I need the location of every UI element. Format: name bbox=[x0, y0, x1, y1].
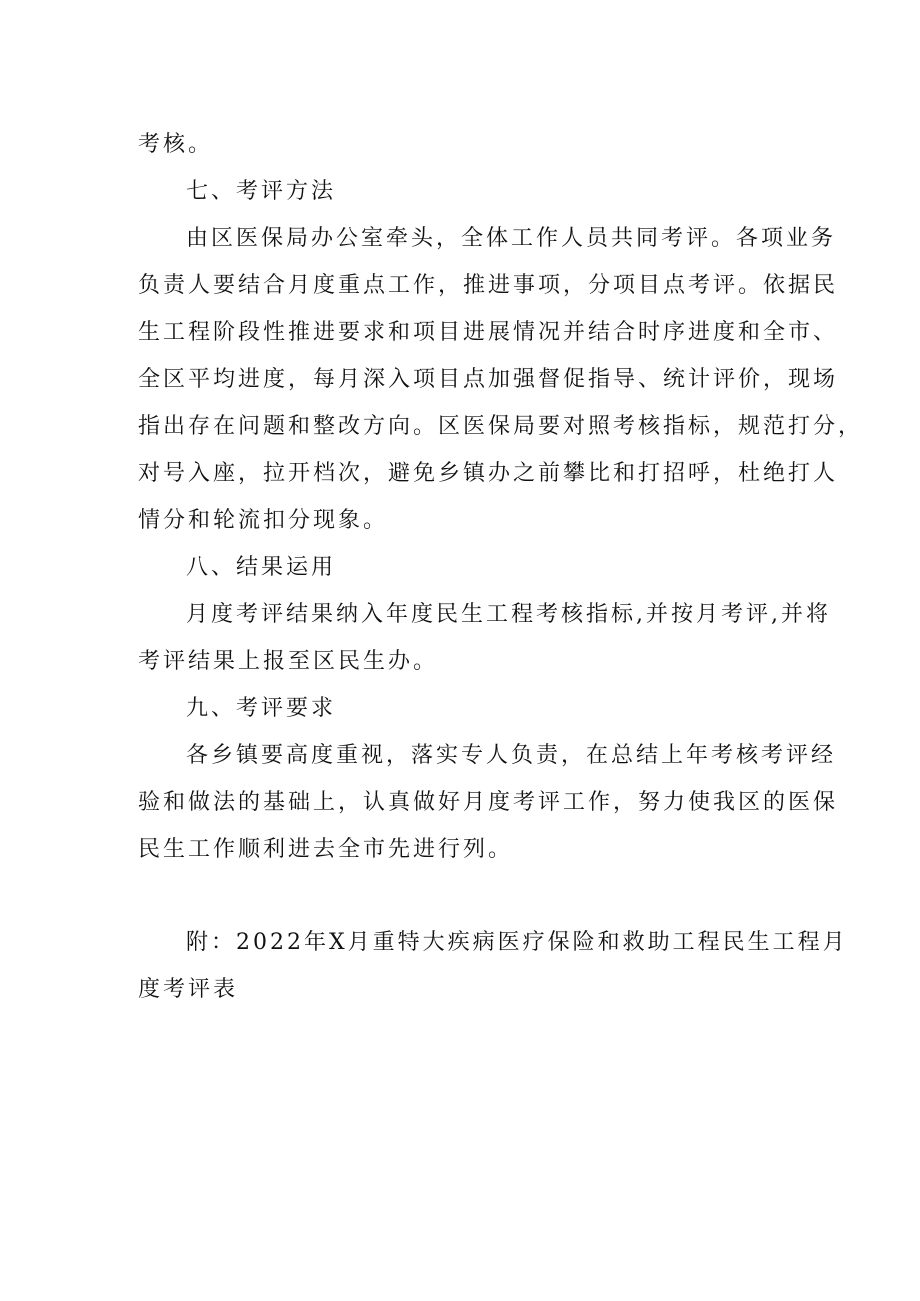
section-7-paragraph-line: 生工程阶段性推进要求和项目进展情况并结合时序进度和全市、 bbox=[138, 320, 839, 345]
section-7-paragraph-line: 对号入座，拉开档次，避免乡镇办之前攀比和打招呼，杜绝打人 bbox=[138, 461, 839, 486]
section-7-paragraph-line: 由区医保局办公室牵头，全体工作人员共同考评。各项业务 bbox=[186, 226, 837, 251]
section-8-heading: 八、结果运用 bbox=[186, 555, 337, 580]
section-7-paragraph-line: 指出存在问题和整改方向。区医保局要对照考核指标，规范打分， bbox=[138, 414, 864, 439]
attachment-line: 附：2022年X月重特大疾病医疗保险和救助工程民生工程月 bbox=[186, 930, 848, 955]
section-6-tail-text: 考核。 bbox=[138, 132, 214, 157]
section-7-paragraph-line: 情分和轮流扣分现象。 bbox=[138, 508, 389, 533]
paragraph-gap bbox=[138, 873, 798, 919]
section-8-paragraph-line: 月度考评结果纳入年度民生工程考核指标,并按月考评,并将 bbox=[186, 602, 831, 627]
section-7-heading: 七、考评方法 bbox=[186, 179, 337, 204]
section-9-paragraph-line: 各乡镇要高度重视，落实专人负责，在总结上年考核考评经 bbox=[186, 743, 837, 768]
section-9-heading: 九、考评要求 bbox=[186, 696, 337, 721]
section-9-paragraph-line: 民生工作顺利进去全市先进行列。 bbox=[138, 837, 514, 862]
section-9-paragraph-line: 验和做法的基础上，认真做好月度考评工作，努力使我区的医保 bbox=[138, 790, 839, 815]
attachment-line: 度考评表 bbox=[138, 977, 239, 1002]
section-7-paragraph-line: 全区平均进度，每月深入项目点加强督促指导、统计评价，现场 bbox=[138, 367, 839, 392]
document-body bbox=[138, 121, 864, 1013]
section-7-paragraph-line: 负责人要结合月度重点工作，推进事项，分项目点考评。依据民 bbox=[138, 273, 839, 298]
section-8-paragraph-line: 考评结果上报至区民生办。 bbox=[138, 649, 439, 674]
